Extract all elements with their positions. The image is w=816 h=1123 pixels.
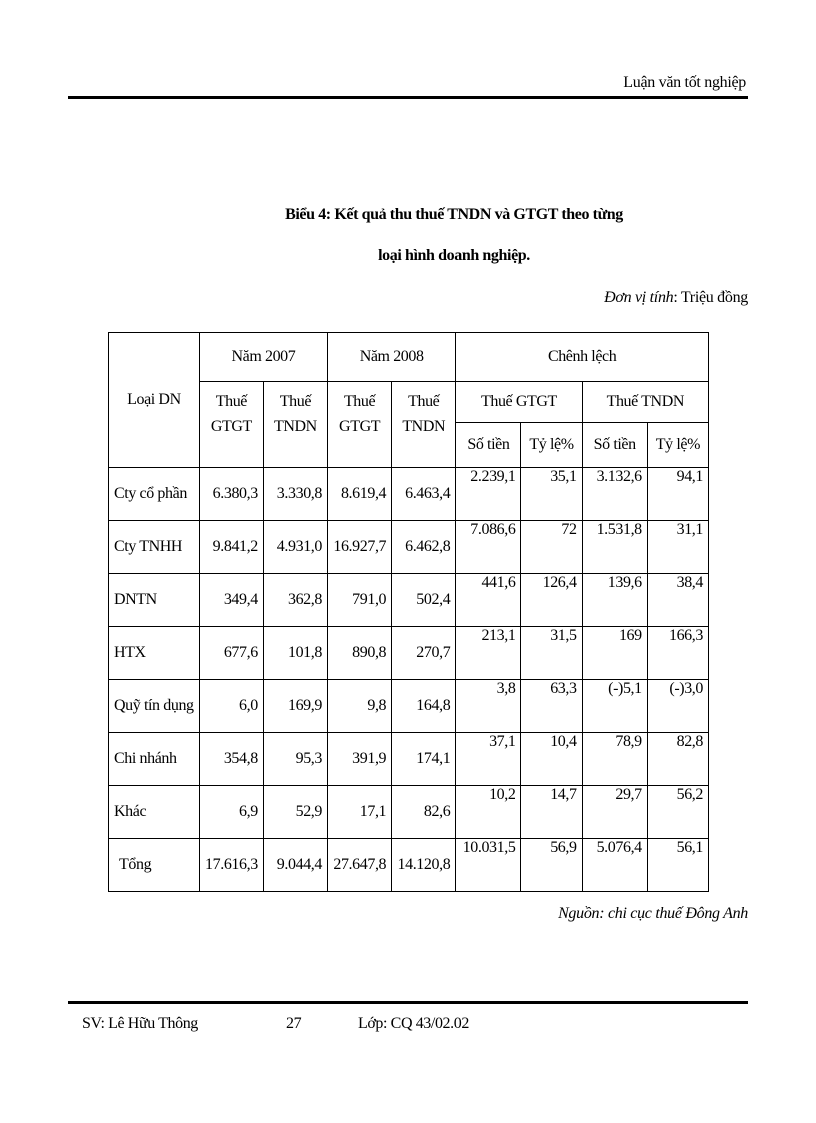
source-note: Nguồn: chi cục thuế Đông Anh (558, 905, 748, 922)
cell-gtgt-2008: 791,0 (328, 574, 392, 627)
header-thue-word: Thuế (215, 393, 247, 410)
header-thue-tndn-2007 (263, 382, 327, 468)
cell-tndn-2008: 502,4 (392, 574, 456, 627)
cell-gtgt-so-tien: 2.239,1 (456, 468, 521, 521)
header-nam-2008: Năm 2008 (328, 333, 456, 382)
header-gtgt-word: GTGT (210, 417, 252, 435)
table-row (109, 733, 709, 786)
cell-gtgt-ty-le: 72 (521, 521, 582, 574)
cell-gtgt-2008: 9,8 (328, 680, 392, 733)
cell-gtgt-2007: 6.380,3 (199, 468, 263, 521)
header-tndn-word: TNDN (402, 417, 446, 435)
cell-tndn-2008: 174,1 (392, 733, 456, 786)
header-thue-word: Thuế (343, 393, 376, 410)
page-number: 27 (286, 1015, 302, 1032)
cell-tndn-so-tien: (-)5,1 (582, 680, 647, 733)
cell-gtgt-2007: 354,8 (199, 733, 263, 786)
cell-tndn-ty-le: 56,2 (647, 786, 708, 839)
cell-tndn-so-tien: 139,6 (582, 574, 647, 627)
cell-tndn-ty-le: 94,1 (647, 468, 708, 521)
cell-tndn-so-tien: 78,9 (582, 733, 647, 786)
cell-gtgt-ty-le: 35,1 (521, 468, 582, 521)
cell-tndn-2007: 95,3 (263, 733, 327, 786)
cell-gtgt-ty-le: 56,9 (521, 839, 582, 892)
cell-tndn-2007: 3.330,8 (263, 468, 327, 521)
unit-value: : Triệu đồng (673, 289, 748, 306)
cell-tndn-2008: 270,7 (392, 627, 456, 680)
header-thue-word: Thuế (408, 393, 440, 410)
cell-gtgt-2007: 6,9 (199, 786, 263, 839)
cell-gtgt-so-tien: 7.086,6 (456, 521, 521, 574)
cell-tndn-ty-le: 56,1 (647, 839, 708, 892)
cell-tndn-ty-le: 166,3 (647, 627, 708, 680)
cell-gtgt-2008: 890,8 (328, 627, 392, 680)
cell-gtgt-2007: 17.616,3 (199, 839, 263, 892)
cell-tndn-so-tien: 1.531,8 (582, 521, 647, 574)
header-thue-tndn-group: Thuế TNDN (582, 382, 708, 423)
header-gtgt-ty-le: Tỷ lệ% (521, 423, 582, 468)
table-row-total (109, 839, 709, 892)
cell-tndn-ty-le: 38,4 (647, 574, 708, 627)
table-row (109, 521, 709, 574)
thesis-header-label: Luận văn tốt nghiệp (623, 74, 746, 91)
cell-gtgt-2008: 17,1 (328, 786, 392, 839)
cell-gtgt-so-tien: 3,8 (456, 680, 521, 733)
cell-tndn-2007: 101,8 (263, 627, 327, 680)
header-rule (68, 96, 748, 99)
table-row (109, 786, 709, 839)
cell-gtgt-2008: 8.619,4 (328, 468, 392, 521)
table-title-line-1: Biểu 4: Kết quả thu thuế TNDN và GTGT theo từng (285, 206, 623, 223)
cell-gtgt-ty-le: 126,4 (521, 574, 582, 627)
unit-note (604, 289, 748, 307)
header-chenh-lech: Chênh lệch (456, 333, 709, 382)
cell-gtgt-ty-le: 31,5 (521, 627, 582, 680)
cell-tndn-so-tien: 3.132,6 (582, 468, 647, 521)
cell-gtgt-2007: 349,4 (199, 574, 263, 627)
header-tndn-so-tien: Số tiền (582, 423, 647, 468)
cell-gtgt-ty-le: 10,4 (521, 733, 582, 786)
cell-gtgt-2008: 27.647,8 (328, 839, 392, 892)
cell-tndn-ty-le: 82,8 (647, 733, 708, 786)
cell-gtgt-so-tien: 213,1 (456, 627, 521, 680)
cell-tndn-so-tien: 169 (582, 627, 647, 680)
cell-tndn-2008: 6.463,4 (392, 468, 456, 521)
cell-gtgt-2007: 6,0 (199, 680, 263, 733)
cell-tndn-ty-le: 31,1 (647, 521, 708, 574)
cell-tndn-2007: 362,8 (263, 574, 327, 627)
cell-gtgt-2008: 391,9 (328, 733, 392, 786)
cell-tndn-2007: 52,9 (263, 786, 327, 839)
cell-tndn-2008: 164,8 (392, 680, 456, 733)
header-gtgt-so-tien: Số tiền (456, 423, 521, 468)
header-tndn-word: TNDN (274, 417, 317, 435)
table-row (109, 627, 709, 680)
cell-gtgt-2007: 9.841,2 (199, 521, 263, 574)
header-thue-gtgt-2007 (199, 382, 263, 468)
cell-tndn-so-tien: 5.076,4 (582, 839, 647, 892)
row-name: Khác (109, 786, 200, 839)
table-row (109, 680, 709, 733)
cell-gtgt-2007: 677,6 (199, 627, 263, 680)
header-gtgt-word: GTGT (339, 417, 381, 435)
footer-rule (68, 1001, 748, 1004)
cell-tndn-2008: 82,6 (392, 786, 456, 839)
cell-gtgt-so-tien: 37,1 (456, 733, 521, 786)
table-row (109, 574, 709, 627)
cell-tndn-2007: 9.044,4 (263, 839, 327, 892)
cell-gtgt-so-tien: 10,2 (456, 786, 521, 839)
unit-label: Đơn vị tính (604, 289, 674, 306)
row-name: Chi nhánh (109, 733, 200, 786)
cell-tndn-so-tien: 29,7 (582, 786, 647, 839)
footer-student: SV: Lê Hữu Thông (82, 1015, 198, 1032)
row-name: DNTN (109, 574, 200, 627)
cell-gtgt-ty-le: 63,3 (521, 680, 582, 733)
cell-tndn-2007: 4.931,0 (263, 521, 327, 574)
cell-tndn-2007: 169,9 (263, 680, 327, 733)
table-row (109, 468, 709, 521)
cell-tndn-2008: 6.462,8 (392, 521, 456, 574)
cell-gtgt-2008: 16.927,7 (328, 521, 392, 574)
footer-class: Lớp: CQ 43/02.02 (358, 1015, 469, 1032)
row-name: Cty TNHH (109, 521, 200, 574)
row-name: Quỹ tín dụng (109, 680, 200, 733)
cell-tndn-ty-le: (-)3,0 (647, 680, 708, 733)
row-name: HTX (109, 627, 200, 680)
cell-gtgt-so-tien: 441,6 (456, 574, 521, 627)
table-title-line-2: loại hình doanh nghiệp. (378, 247, 530, 264)
row-name: Cty cổ phần (109, 468, 200, 521)
cell-gtgt-so-tien: 10.031,5 (456, 839, 521, 892)
cell-gtgt-ty-le: 14,7 (521, 786, 582, 839)
header-nam-2007: Năm 2007 (199, 333, 327, 382)
cell-tndn-2008: 14.120,8 (392, 839, 456, 892)
header-thue-gtgt-group: Thuế GTGT (456, 382, 582, 423)
tax-results-table (108, 332, 709, 892)
header-thue-word: Thuế (279, 393, 312, 410)
header-tndn-ty-le: Tỷ lệ% (647, 423, 708, 468)
header-thue-gtgt-2008 (328, 382, 392, 468)
row-name: Tổng (109, 839, 200, 892)
header-thue-tndn-2008 (392, 382, 456, 468)
header-loai-dn: Loại DN (109, 333, 200, 468)
